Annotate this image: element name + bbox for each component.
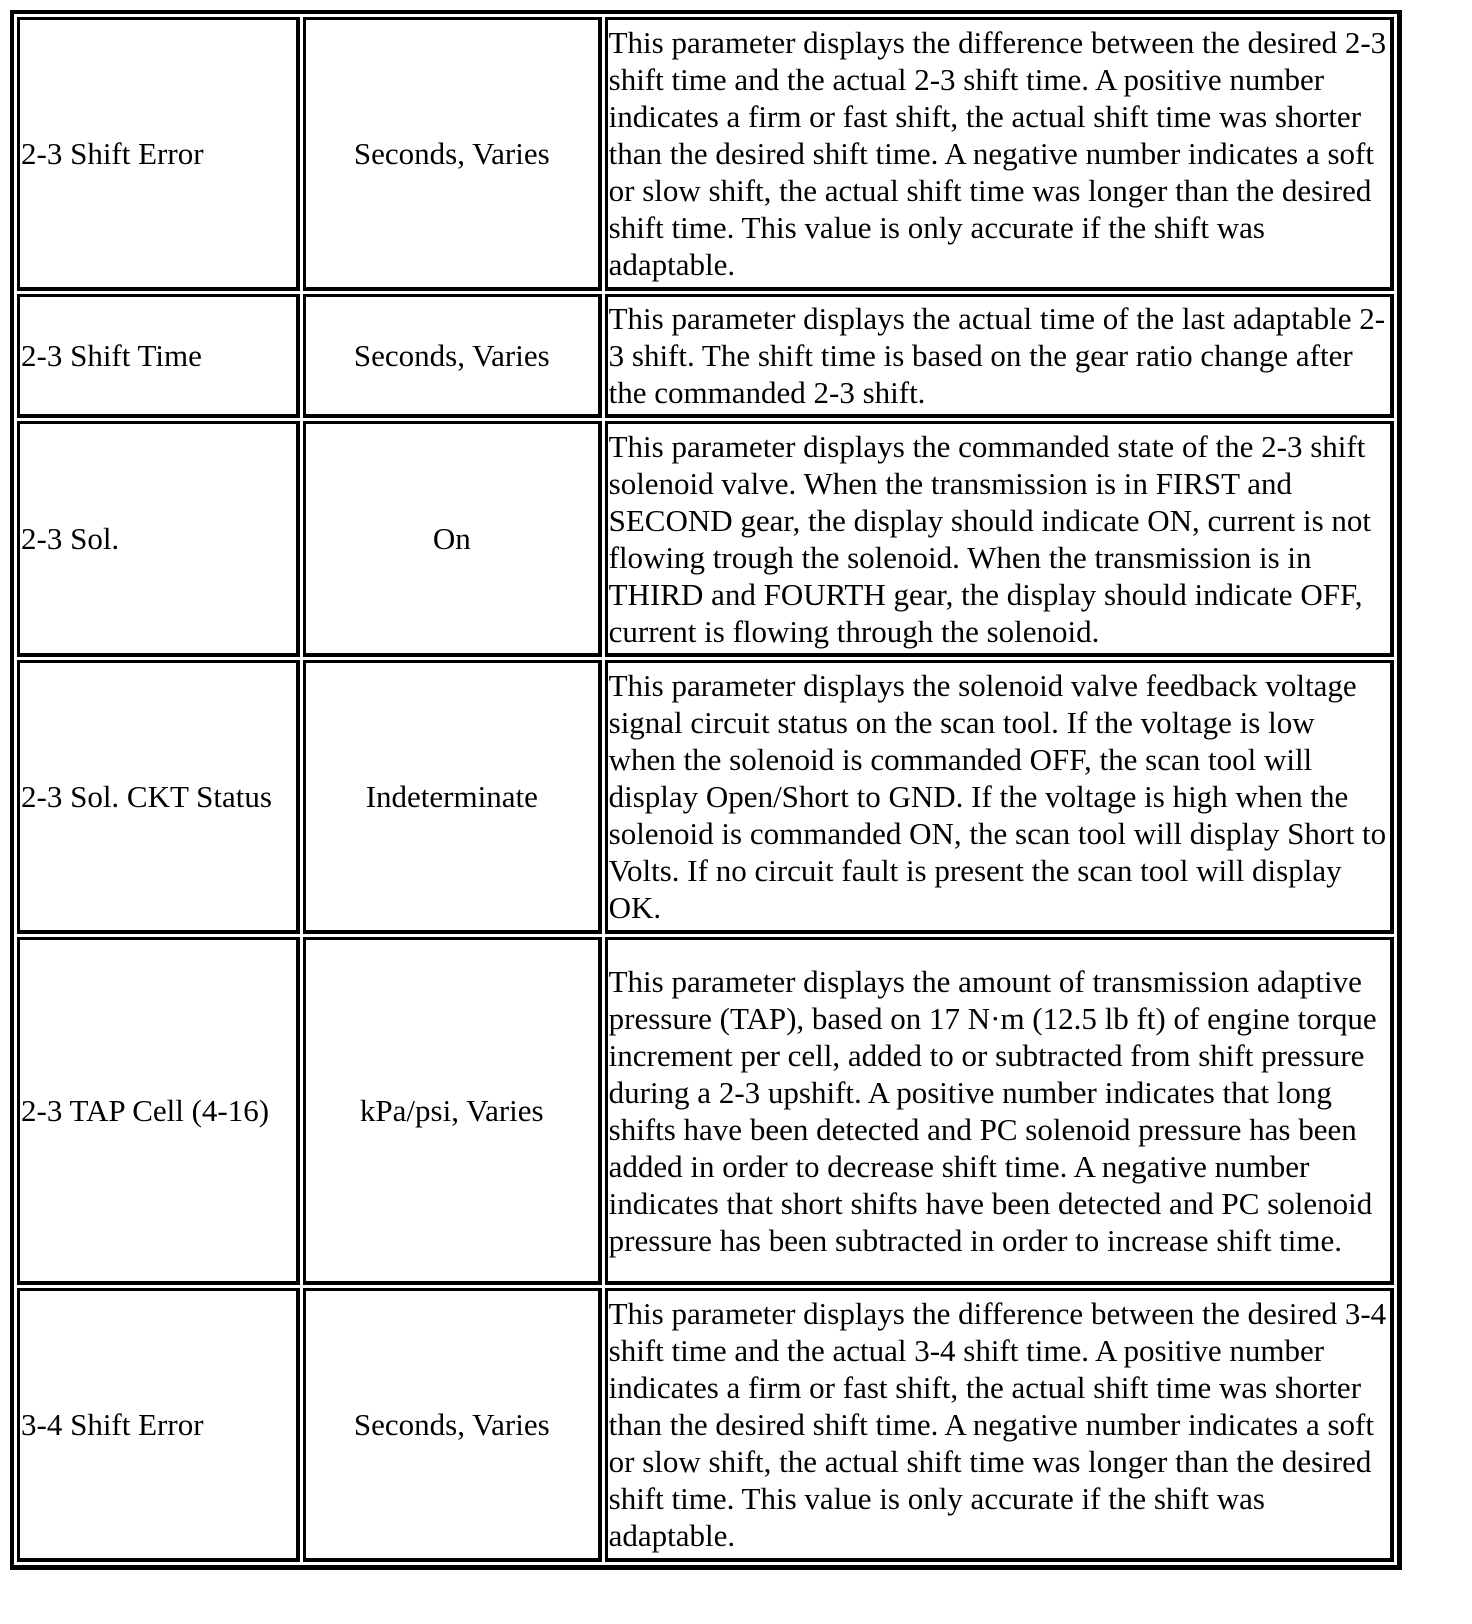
parameter-value-cell: Indeterminate (303, 660, 602, 934)
table-row (17, 937, 1394, 1285)
parameter-name-cell: 2-3 Shift Time (17, 294, 300, 418)
parameter-name-cell: 2-3 Shift Error (17, 17, 300, 291)
parameter-name-cell: 3-4 Shift Error (17, 1288, 300, 1562)
parameter-name-cell: 2-3 Sol. CKT Status (17, 660, 300, 934)
parameter-value-cell: On (303, 421, 602, 657)
parameter-description-cell: This parameter displays the amount of transmission adaptive pressure (TAP), based on 17 N·m (12.5 lb ft) of engine torque increment per cell, added to or subtracted from shift pressure during a 2-3 upshift. A positive number indicates that long shifts have been detected and PC solenoid pressure has been added in order to decrease shift time. A negative number indicates that short shifts have been detected and PC solenoid pressure has been subtracted in order to increase shift time. (605, 937, 1394, 1285)
parameter-value-cell: Seconds, Varies (303, 17, 602, 291)
parameter-description-cell: This parameter displays the actual time of the last adaptable 2-3 shift. The shift time is based on the gear ratio change after the commanded 2-3 shift. (605, 294, 1394, 418)
parameter-name-cell: 2-3 Sol. (17, 421, 300, 657)
table-body (17, 17, 1394, 1562)
parameter-value-cell: Seconds, Varies (303, 1288, 602, 1562)
page (10, 10, 1402, 1570)
parameter-description-cell: This parameter displays the commanded state of the 2-3 shift solenoid valve. When the transmission is in FIRST and SECOND gear, the display should indicate ON, current is not flowing trough the solenoid. When the transmission is in THIRD and FOURTH gear, the display should indicate OFF, current is flowing through the solenoid. (605, 421, 1394, 657)
parameter-value-cell: Seconds, Varies (303, 294, 602, 418)
table-row (17, 17, 1394, 291)
table-row (17, 1288, 1394, 1562)
parameter-description-cell: This parameter displays the solenoid valve feedback voltage signal circuit status on the scan tool. If the voltage is low when the solenoid is commanded OFF, the scan tool will display Open/Short to GND. If the voltage is high when the solenoid is commanded ON, the scan tool will display Short to Volts. If no circuit fault is present the scan tool will display OK. (605, 660, 1394, 934)
parameter-description-cell: This parameter displays the difference between the desired 3-4 shift time and the actual 3-4 shift time. A positive number indicates a firm or fast shift, the actual shift time was shorter than the desired shift time. A negative number indicates a soft or slow shift, the actual shift time was longer than the desired shift time. This value is only accurate if the shift was adaptable. (605, 1288, 1394, 1562)
parameter-description-cell: This parameter displays the difference between the desired 2-3 shift time and the actual 2-3 shift time. A positive number indicates a firm or fast shift, the actual shift time was shorter than the desired shift time. A negative number indicates a soft or slow shift, the actual shift time was longer than the desired shift time. This value is only accurate if the shift was adaptable. (605, 17, 1394, 291)
parameter-value-cell: kPa/psi, Varies (303, 937, 602, 1285)
table-row (17, 660, 1394, 934)
table-row (17, 294, 1394, 418)
parameter-name-cell: 2-3 TAP Cell (4-16) (17, 937, 300, 1285)
table-row (17, 421, 1394, 657)
scan-tool-parameter-table (10, 10, 1402, 1570)
